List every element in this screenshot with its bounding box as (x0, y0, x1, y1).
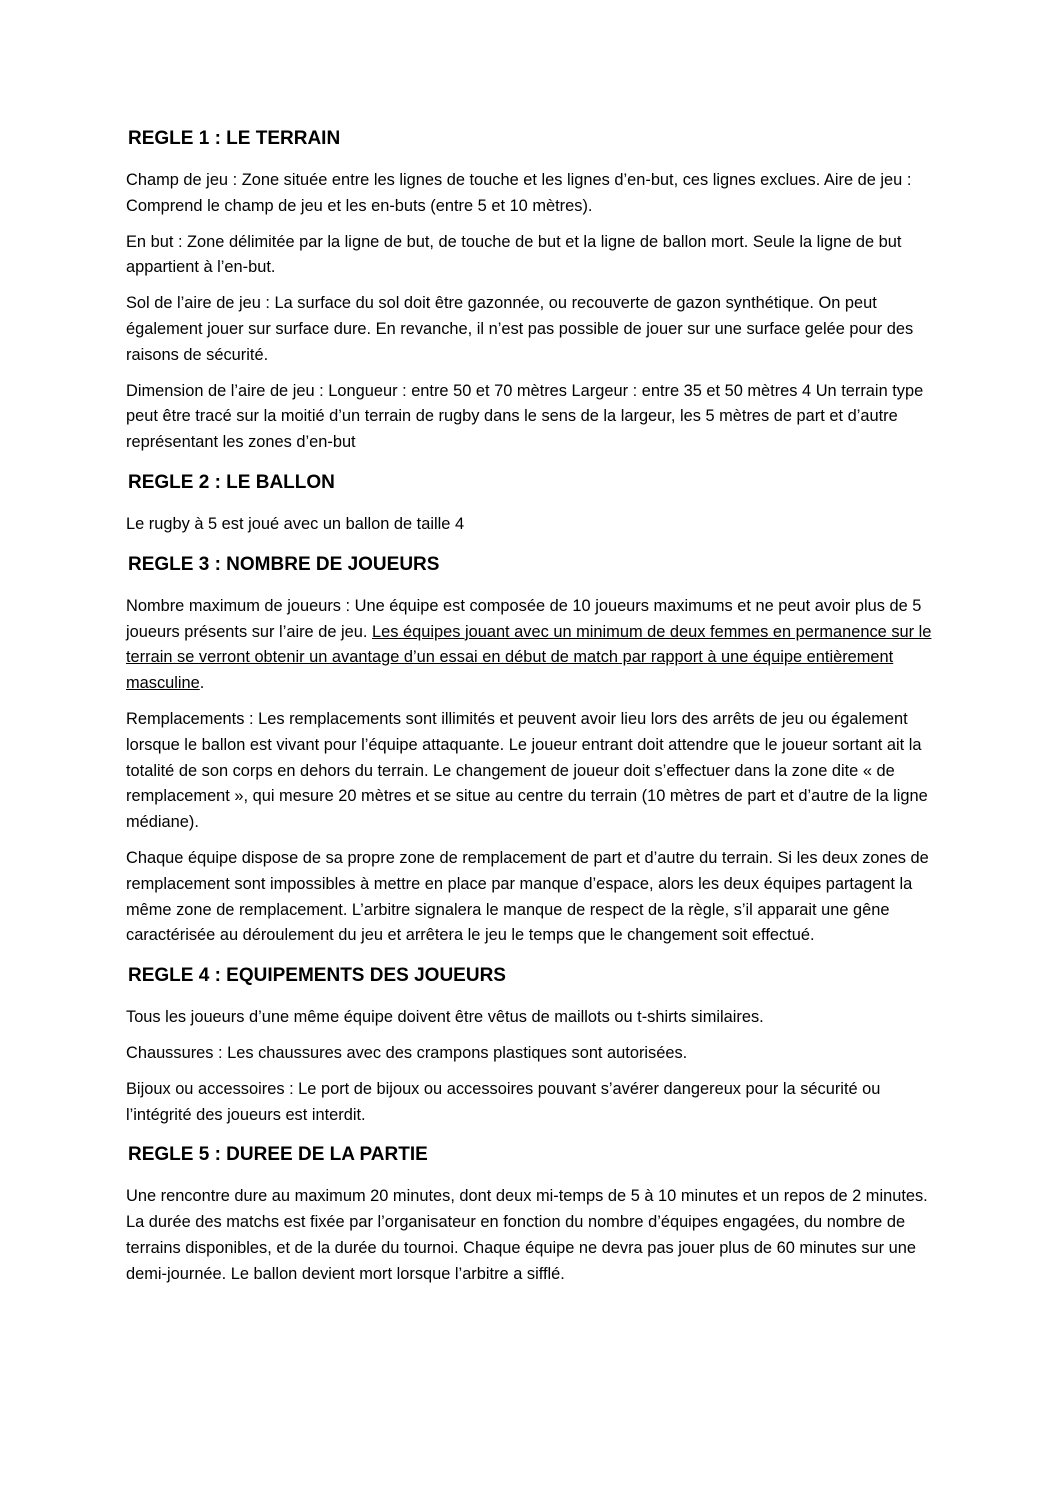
paragraph: Dimension de l’aire de jeu : Longueur : entre 50 et 70 mètres Largeur : entre 35 et 50 mètres 4 Un terrain type peut être tracé sur la moitié d’un terrain de rugby dans le sens de la largeur, les 5 mètres de part et d’autre représentant les zones d’en-but (126, 381, 924, 452)
section-heading: REGLE 4 : EQUIPEMENTS DES JOUEURS (128, 965, 506, 987)
paragraph: Chaque équipe dispose de sa propre zone de remplacement de part et d’autre du terrain. Si les deux zones de remplacement sont impossibles à mettre en place par manque d’espace, alors les deux équipes partagent la même zone de remplacement. L’arbitre signalera le manque de respect de la règle, s’il apparait une gêne caractérisée au déroulement du jeu et arrêtera le jeu le temps que le changement soit effectué. (126, 848, 929, 945)
paragraph: En but : Zone délimitée par la ligne de but, de touche de but et la ligne de ballon mort. Seule la ligne de but appartient à l’en-but. (126, 232, 902, 277)
paragraph: Le rugby à 5 est joué avec un ballon de taille 4 (126, 514, 465, 533)
section-regle-2 (126, 466, 934, 538)
section-regle-5 (126, 1138, 934, 1287)
section-heading: REGLE 1 : LE TERRAIN (128, 128, 341, 149)
paragraph: Tous les joueurs d’une même équipe doivent être vêtus de maillots ou t-shirts similaires. (126, 1008, 764, 1027)
paragraph-end: . (199, 674, 205, 693)
section-heading: REGLE 3 : NOMBRE DE JOUEURS (128, 553, 440, 575)
section-heading: REGLE 2 : LE BALLON (128, 471, 335, 493)
paragraph: Champ de jeu : Zone située entre les lignes de touche et les lignes d’en-but, ces lignes exclues. Aire de jeu : Comprend le champ de jeu et les en-buts (entre 5 et 10 mètres). (126, 171, 912, 215)
section-regle-3 (126, 548, 934, 949)
paragraph-text: Nombre maximum de joueurs : Une équipe est composée de 10 joueurs maximums et ne peut avoir plus de 5 joueurs présents sur l’aire de jeu. (126, 596, 922, 641)
paragraph: Sol de l’aire de jeu : La surface du sol doit être gazonnée, ou recouverte de gazon synthétique. On peut également jouer sur surface dure. En revanche, il n’est pas possible de jouer sur une surface gelée pour des raisons de sécurité. (126, 294, 914, 364)
paragraph: Une rencontre dure au maximum 20 minutes, dont deux mi-temps de 5 à 10 minutes et un repos de 2 minutes. La durée des matchs est fixée par l’organisateur en fonction du nombre d’équipes engagées, du nombre de terrains disponibles, et de la durée du tournoi. Chaque équipe ne devra pas jouer plus de 60 minutes sur une demi-journée. Le ballon devient mort lorsque l’arbitre a sifflé. (126, 1187, 928, 1283)
section-regle-1 (126, 122, 934, 456)
paragraph (126, 594, 934, 697)
section-heading: REGLE 5 : DUREE DE LA PARTIE (128, 1144, 428, 1166)
paragraph: Chaussures : Les chaussures avec des crampons plastiques sont autorisées. (126, 1043, 688, 1062)
paragraph: Remplacements : Les remplacements sont illimités et peuvent avoir lieu lors des arrêts de jeu ou également lorsque le ballon est vivant pour l’équipe attaquante. Le joueur entrant doit attendre que le joueur sortant ait la totalité de son corps en dehors du terrain. Le changement de joueur doit s’effectuer dans la zone dite « de remplacement », qui mesure 20 mètres et se situe au centre du terrain (10 mètres de part et d’autre de la ligne médiane). (126, 709, 928, 832)
document-page (126, 122, 934, 1298)
paragraph: Bijoux ou accessoires : Le port de bijoux ou accessoires pouvant s’avérer dangereux pour la sécurité ou l’intégrité des joueurs est interdit. (126, 1079, 881, 1124)
section-regle-4 (126, 959, 934, 1128)
underlined-text: Les équipes jouant avec un minimum de deux femmes en permanence sur le terrain se verront obtenir un avantage d’un essai en début de match par rapport à une équipe entièrement masculine (126, 622, 932, 693)
